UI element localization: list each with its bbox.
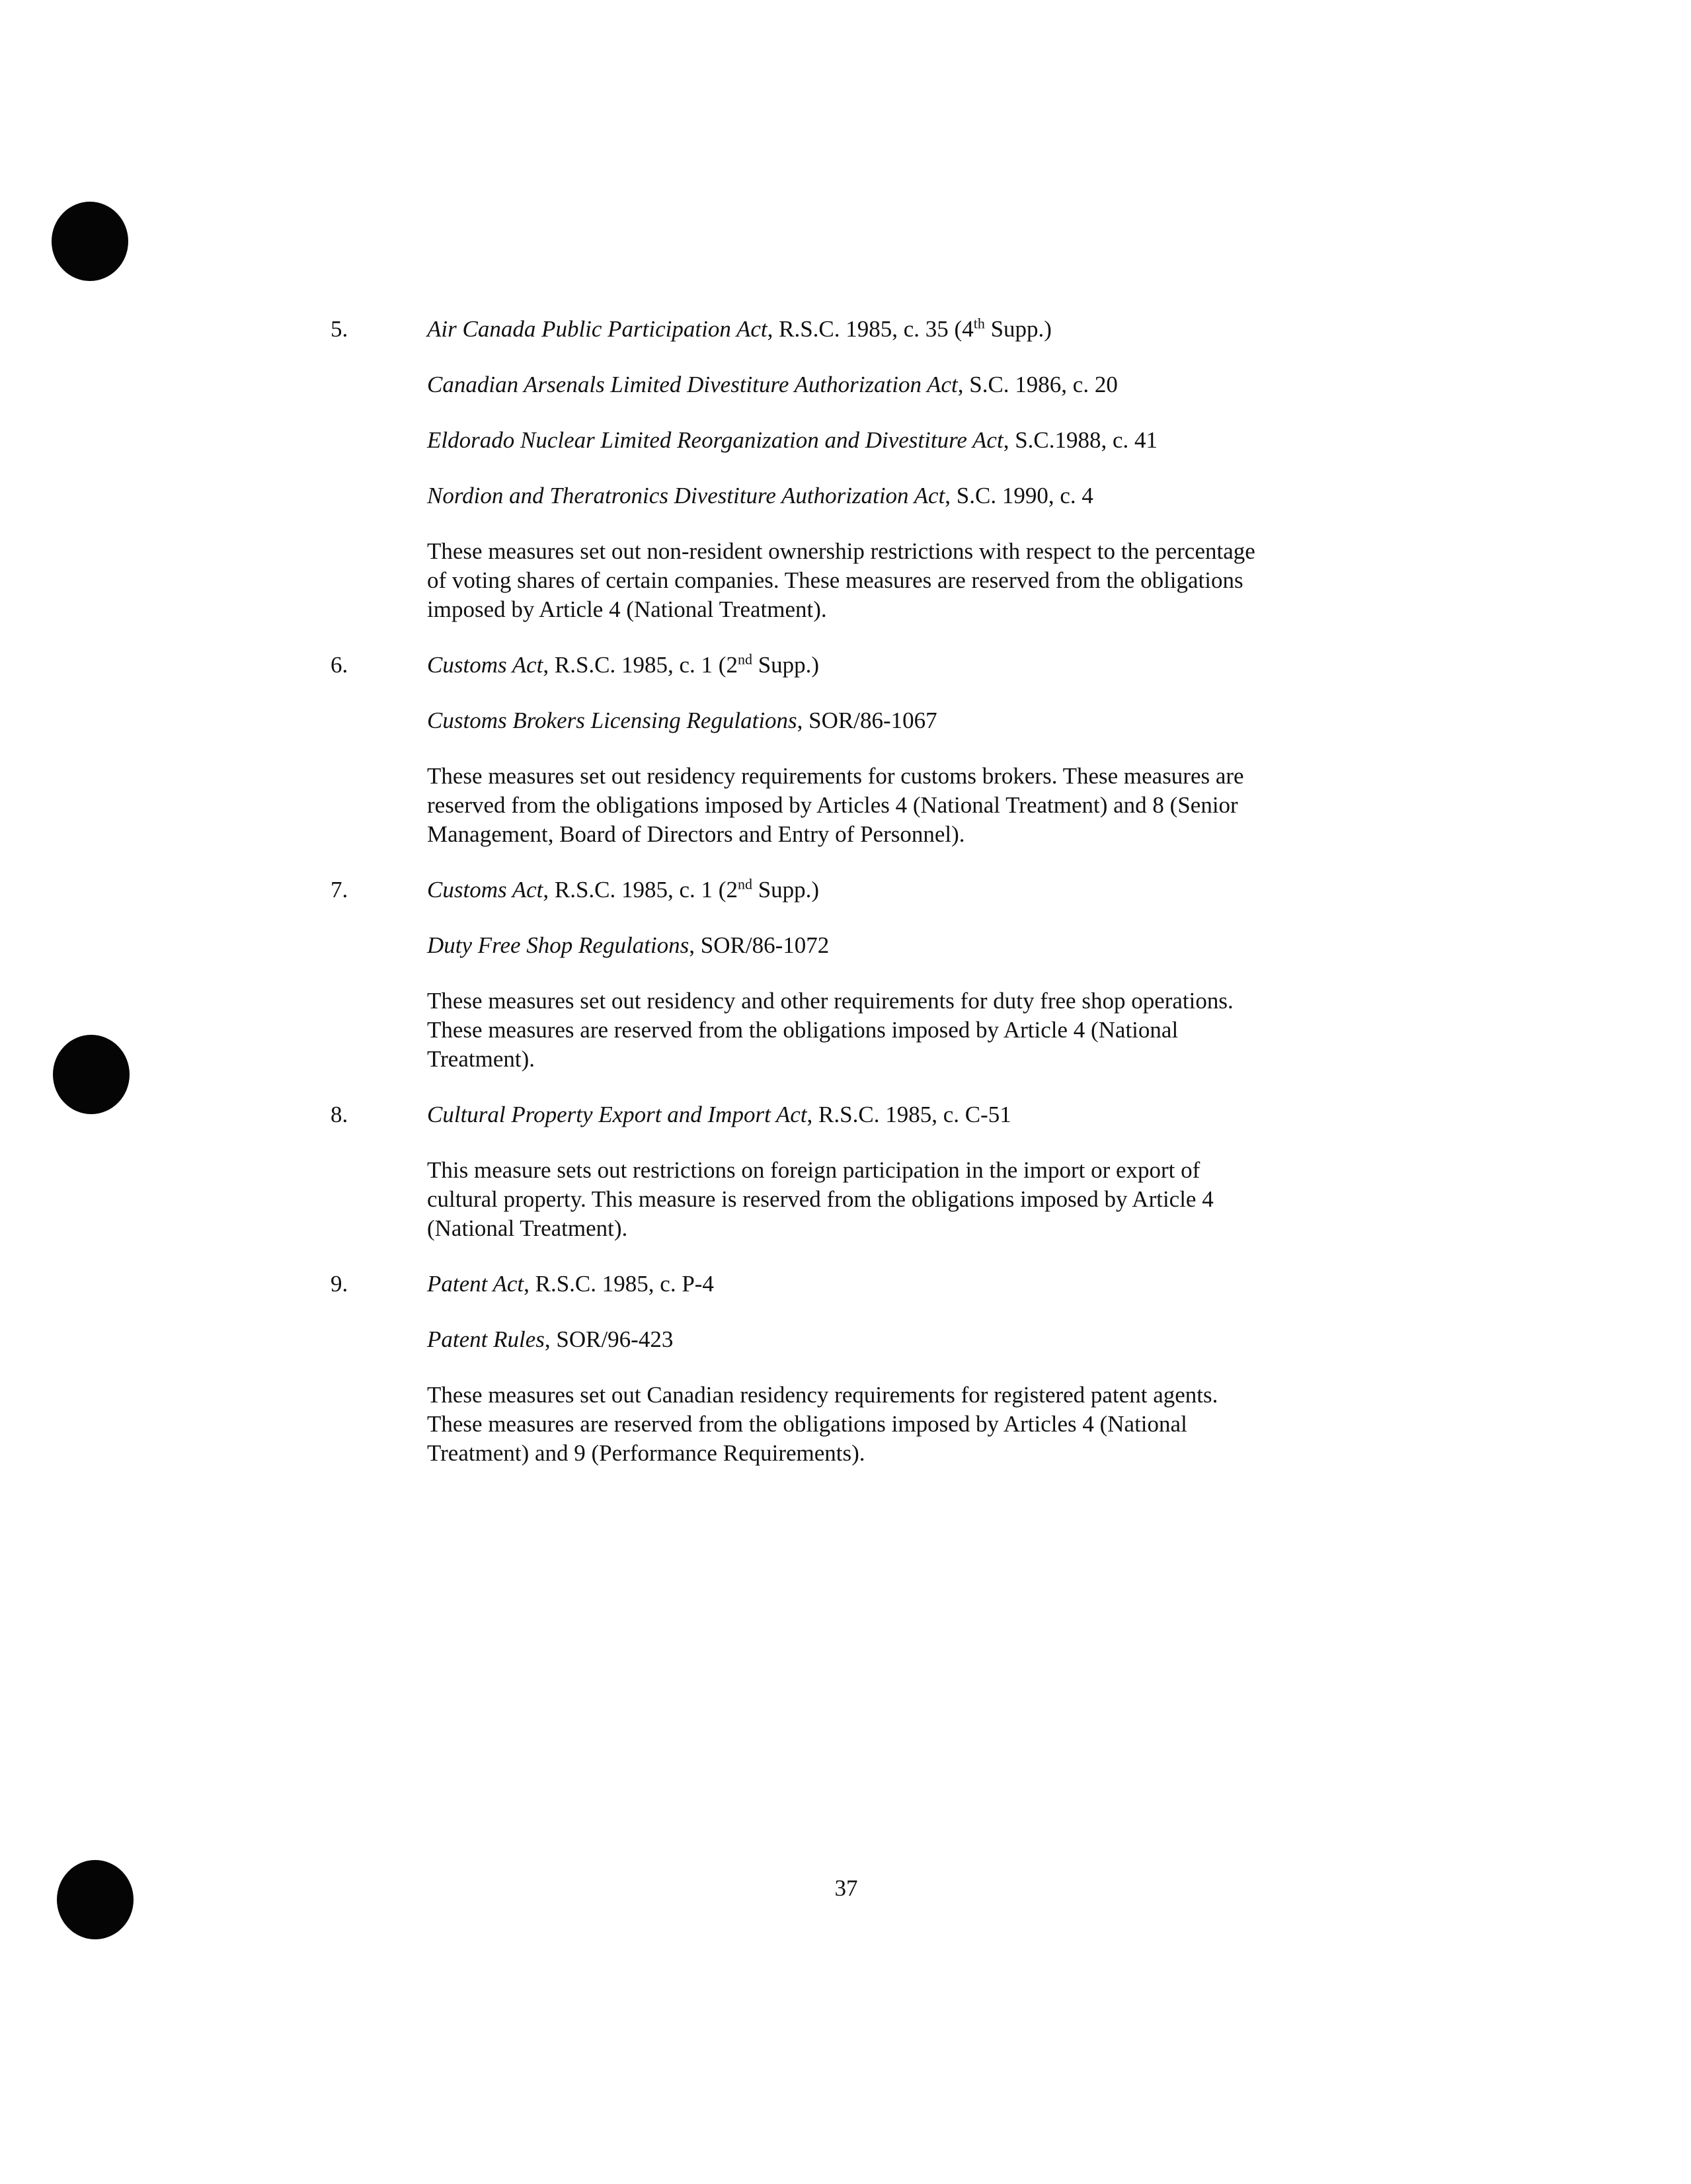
item-number: 6. [331,652,348,678]
reservation-item-5 [331,315,1388,624]
citation: , R.S.C. 1985, c. C-51 [806,1102,1011,1127]
item-number: 7. [331,877,348,903]
description-line: This measure sets out restrictions on foreign participation in the import or export of [427,1157,1200,1183]
description-line: of voting shares of certain companies. These measures are reserved from the obligations [427,567,1243,593]
measure-reference [427,931,1388,960]
citation-tail: Supp.) [984,316,1052,342]
description-line: Treatment). [427,1046,535,1072]
description-line: reserved from the obligations imposed by Articles 4 (National Treatment) and 8 (Senior [427,792,1238,818]
reservation-item-7 [331,875,1388,1074]
item-number: 5. [331,316,348,342]
citation: , SOR/96-423 [544,1326,674,1352]
item-description [427,537,1388,624]
punch-hole-middle [53,1035,130,1114]
citation: , S.C. 1990, c. 4 [945,483,1093,508]
reservation-item-9 [331,1270,1388,1468]
citation: , R.S.C. 1985, c. 1 (2 [543,877,738,903]
page-number: 37 [834,1875,858,1901]
item-description [427,1381,1388,1468]
superscript: nd [737,651,752,668]
citation: , S.C.1988, c. 41 [1003,427,1158,453]
item-number: 8. [331,1102,348,1127]
citation: , S.C. 1986, c. 20 [957,372,1118,397]
act-title: Customs Act [427,652,543,678]
description-line: These measures set out residency requirements for customs brokers. These measures are [427,763,1244,789]
measure-reference [427,481,1388,510]
reservation-item-8 [331,1100,1388,1243]
description-line: These measures set out residency and other requirements for duty free shop operations. [427,988,1234,1014]
act-title: Customs Brokers Licensing Regulations [427,708,797,733]
item-description [427,987,1388,1074]
description-line: (National Treatment). [427,1215,628,1241]
act-title: Eldorado Nuclear Limited Reorganization and Divestiture Act [427,427,1003,453]
act-title: Nordion and Theratronics Divestiture Authorization Act [427,483,945,508]
citation: , SOR/86-1072 [689,932,830,958]
measure-reference [427,1100,1388,1129]
measure-reference [427,426,1388,455]
item-number: 9. [331,1271,348,1297]
superscript: nd [737,875,752,893]
measure-reference [427,370,1388,399]
act-title: Customs Act [427,877,543,903]
page-content [331,315,1388,1494]
punch-hole-top [52,202,128,281]
item-description [427,1156,1388,1243]
measure-reference [427,1270,1388,1299]
measure-reference [427,315,1388,344]
superscript: th [973,315,985,332]
citation: , SOR/86-1067 [797,708,937,733]
description-line: These measures are reserved from the obligations imposed by Article 4 (National [427,1017,1179,1043]
citation-tail: Supp.) [752,877,820,903]
act-title: Cultural Property Export and Import Act [427,1102,807,1127]
description-line: These measures set out non-resident ownership restrictions with respect to the percentage [427,538,1255,564]
description-line: cultural property. This measure is reserved from the obligations imposed by Article 4 [427,1186,1214,1212]
citation: , R.S.C. 1985, c. 35 (4 [767,316,974,342]
act-title: Duty Free Shop Regulations [427,932,689,958]
measure-reference [427,1325,1388,1354]
act-title: Air Canada Public Participation Act [427,316,767,342]
measure-reference [427,875,1388,905]
measure-reference [427,651,1388,680]
description-line: Treatment) and 9 (Performance Requirements). [427,1440,865,1466]
description-line: imposed by Article 4 (National Treatment). [427,596,827,622]
act-title: Patent Rules [427,1326,545,1352]
description-line: These measures set out Canadian residency requirements for registered patent agents. [427,1382,1218,1408]
citation-tail: Supp.) [752,652,820,678]
act-title: Patent Act [427,1271,524,1297]
citation: , R.S.C. 1985, c. 1 (2 [543,652,738,678]
description-line: Management, Board of Directors and Entry of Personnel). [427,821,965,847]
description-line: These measures are reserved from the obligations imposed by Articles 4 (National [427,1411,1187,1437]
citation: , R.S.C. 1985, c. P-4 [524,1271,714,1297]
act-title: Canadian Arsenals Limited Divestiture Authorization Act [427,372,958,397]
punch-hole-bottom [57,1860,134,1939]
measure-reference [427,706,1388,735]
item-description [427,762,1388,849]
reservation-item-6 [331,651,1388,849]
